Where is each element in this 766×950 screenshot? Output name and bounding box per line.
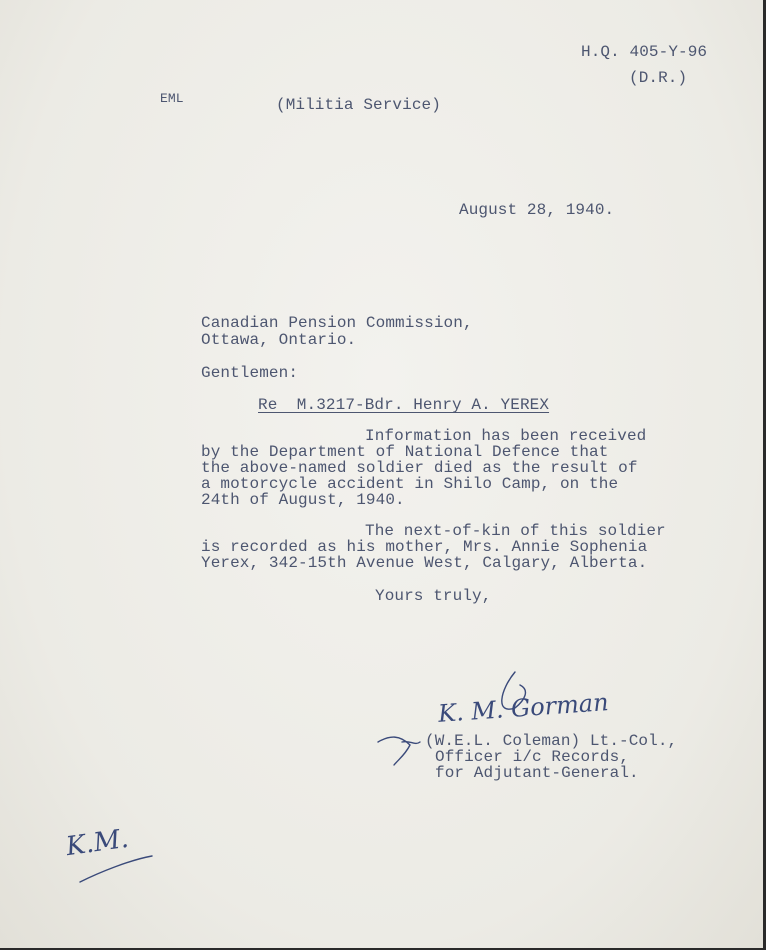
service-heading: (Militia Service): [276, 96, 441, 114]
file-subreference: (D.R.): [629, 69, 688, 87]
paragraph-1-line-2: by the Department of National Defence that: [201, 443, 609, 461]
paragraph-1-line-4: a motorcycle accident in Shilo Camp, on the: [201, 475, 619, 493]
paragraph-1-line-1: Information has been received: [365, 427, 647, 445]
signature-line-2: Officer i/c Records,: [435, 748, 630, 766]
recipient-line-2: Ottawa, Ontario.: [201, 331, 357, 349]
signature-line-3: for Adjutant-General.: [435, 764, 639, 782]
subject-line: Re M.3217-Bdr. Henry A. YEREX: [258, 396, 550, 414]
paragraph-1-line-5: 24th of August, 1940.: [201, 491, 405, 509]
letter-date: August 28, 1940.: [459, 201, 615, 219]
handwritten-signature: K. M. Gorman: [437, 688, 610, 728]
paragraph-1-line-3: the above-named soldier died as the result of: [201, 459, 638, 477]
paragraph-2-line-3: Yerex, 342-15th Avenue West, Calgary, Alberta.: [201, 554, 648, 572]
paragraph-2-line-2: is recorded as his mother, Mrs. Annie Sophenia: [201, 538, 648, 556]
signature-line-1: (W.E.L. Coleman) Lt.-Col.,: [425, 732, 678, 750]
handwritten-initials: K.M.: [64, 823, 131, 863]
closing: Yours truly,: [375, 587, 492, 605]
paragraph-2-line-1: The next-of-kin of this soldier: [365, 522, 666, 540]
recipient-line-1: Canadian Pension Commission,: [201, 314, 473, 332]
salutation: Gentlemen:: [201, 364, 299, 382]
typist-initials: EML: [160, 91, 184, 106]
file-reference: H.Q. 405-Y-96: [581, 43, 708, 61]
